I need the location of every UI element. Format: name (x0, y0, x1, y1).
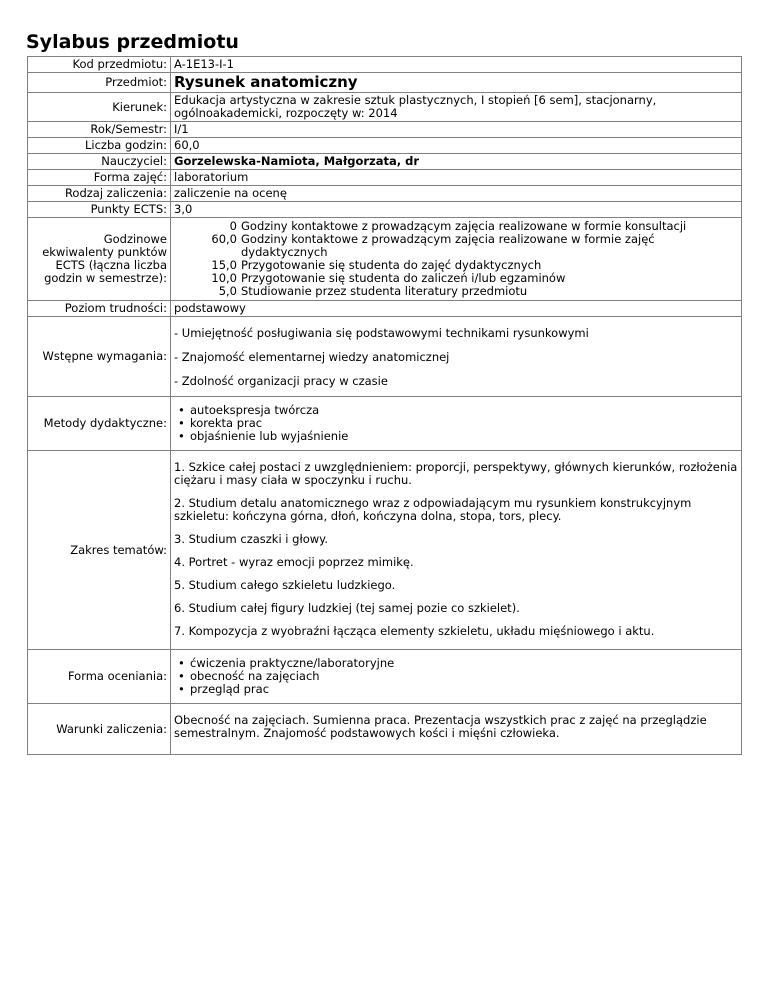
hours-value: 60,0 (211, 232, 237, 246)
assessment-list (174, 657, 738, 696)
topic-item: 6. Studium całej figury ludzkiej (tej samej pozie co szkielet). (174, 601, 520, 615)
value-ocenianie (171, 650, 742, 704)
label-wymagania: Wstępne wymagania: (28, 317, 171, 397)
label-forma: Forma zajęć: (28, 170, 171, 186)
label-kierunek: Kierunek: (28, 93, 171, 122)
value-kod: A-1E13-I-1 (171, 57, 742, 73)
row-zaliczenie (28, 186, 742, 202)
methods-list (174, 404, 738, 443)
row-kod (28, 57, 742, 73)
list-item: • ćwiczenia praktyczne/laboratoryjne (190, 657, 738, 670)
label-rok: Rok/Semestr: (28, 122, 171, 138)
value-zakres (171, 451, 742, 650)
row-godziny (28, 138, 742, 154)
value-zaliczenie: zaliczenie na ocenę (171, 186, 742, 202)
value-wymagania (171, 317, 742, 397)
label-ects: Punkty ECTS: (28, 202, 171, 218)
hours-value: 15,0 (211, 258, 237, 272)
value-rok: I/1 (171, 122, 742, 138)
value-przedmiot: Rysunek anatomiczny (171, 73, 742, 93)
hours-desc: Studiowanie przez studenta literatury przedmiotu (241, 284, 528, 298)
row-forma (28, 170, 742, 186)
value-ekwiwalenty (171, 218, 742, 301)
label-metody: Metody dydaktyczne: (28, 397, 171, 451)
row-ects (28, 202, 742, 218)
label-zakres: Zakres tematów: (28, 451, 171, 650)
label-warunki: Warunki zaliczenia: (28, 704, 171, 755)
topic-item: 3. Studium czaszki i głowy. (174, 532, 328, 546)
topic-item: 5. Studium całego szkieletu ludzkiego. (174, 578, 396, 592)
label-kod: Kod przedmiotu: (28, 57, 171, 73)
label-godziny: Liczba godzin: (28, 138, 171, 154)
row-zakres (28, 451, 742, 650)
requirement-item: - Znajomość elementarnej wiedzy anatomicznej (174, 350, 450, 364)
row-ekwiwalenty (28, 218, 742, 301)
row-nauczyciel (28, 154, 742, 170)
value-warunki: Obecność na zajęciach. Sumienna praca. Prezentacja wszystkich prac z zajęć na przeglądzie semestralnym. Znajomość podstawowych kości i mięśni człowieka. (171, 704, 742, 755)
label-zaliczenie: Rodzaj zaliczenia: (28, 186, 171, 202)
page-title: Sylabus przedmiotu (26, 31, 239, 53)
row-poziom (28, 301, 742, 317)
label-nauczyciel: Nauczyciel: (28, 154, 171, 170)
topic-item: 1. Szkice całej postaci z uwzględnieniem: proporcji, perspektywy, głównych kierunków, rozłożenia ciężaru i masy ciała w spoczynku i ruchu. (174, 460, 738, 487)
hours-desc: Godziny kontaktowe z prowadzącym zajęcia realizowane w formie konsultacji (241, 219, 687, 233)
hours-value: 0 (229, 219, 237, 233)
label-ekwiwalenty: Godzinowe ekwiwalenty punktów ECTS (łączna liczba godzin w semestrze): (28, 218, 171, 301)
requirement-item: - Zdolność organizacji pracy w czasie (174, 374, 388, 388)
row-metody (28, 397, 742, 451)
row-kierunek (28, 93, 742, 122)
topic-item: 4. Portret - wyraz emocji poprzez mimikę. (174, 555, 414, 569)
list-item: • przegląd prac (190, 683, 738, 696)
hours-item (171, 285, 741, 298)
hours-desc: Godziny kontaktowe z prowadzącym zajęcia realizowane w formie zajęć dydaktycznych (241, 232, 655, 259)
value-forma: laboratorium (171, 170, 742, 186)
list-item: • obecność na zajęciach (190, 670, 738, 683)
topic-item: 7. Kompozycja z wyobraźni łącząca elementy szkieletu, układu mięśniowego i aktu. (174, 624, 655, 638)
value-ects: 3,0 (171, 202, 742, 218)
row-rok (28, 122, 742, 138)
label-poziom: Poziom trudności: (28, 301, 171, 317)
hours-desc: Przygotowanie się studenta do zaliczeń i/lub egzaminów (241, 271, 566, 285)
label-przedmiot: Przedmiot: (28, 73, 171, 93)
row-wymagania (28, 317, 742, 397)
hours-value: 10,0 (211, 271, 237, 285)
syllabus-table (27, 56, 742, 755)
topic-item: 2. Studium detalu anatomicznego wraz z odpowiadającym mu rysunkiem konstrukcyjnym szkieletu: kończyna górna, dłoń, kończyna dolna, stopa, tors, plecy. (174, 496, 692, 523)
hours-item (171, 233, 741, 259)
value-poziom: podstawowy (171, 301, 742, 317)
list-item: • autoekspresja twórcza (190, 404, 738, 417)
requirement-item: - Umiejętność posługiwania się podstawowymi technikami rysunkowymi (174, 326, 589, 340)
list-item: • objaśnienie lub wyjaśnienie (190, 430, 738, 443)
value-metody (171, 397, 742, 451)
value-godziny: 60,0 (171, 138, 742, 154)
label-ocenianie: Forma oceniania: (28, 650, 171, 704)
value-kierunek: Edukacja artystyczna w zakresie sztuk plastycznych, I stopień [6 sem], stacjonarny, ogólnoakademicki, rozpoczęty w: 2014 (171, 93, 742, 122)
row-warunki (28, 704, 742, 755)
row-ocenianie (28, 650, 742, 704)
list-item: • korekta prac (190, 417, 738, 430)
hours-value: 5,0 (218, 284, 237, 298)
hours-desc: Przygotowanie się studenta do zajęć dydaktycznych (241, 258, 542, 272)
value-nauczyciel: Gorzelewska-Namiota, Małgorzata, dr (171, 154, 742, 170)
row-przedmiot (28, 73, 742, 93)
